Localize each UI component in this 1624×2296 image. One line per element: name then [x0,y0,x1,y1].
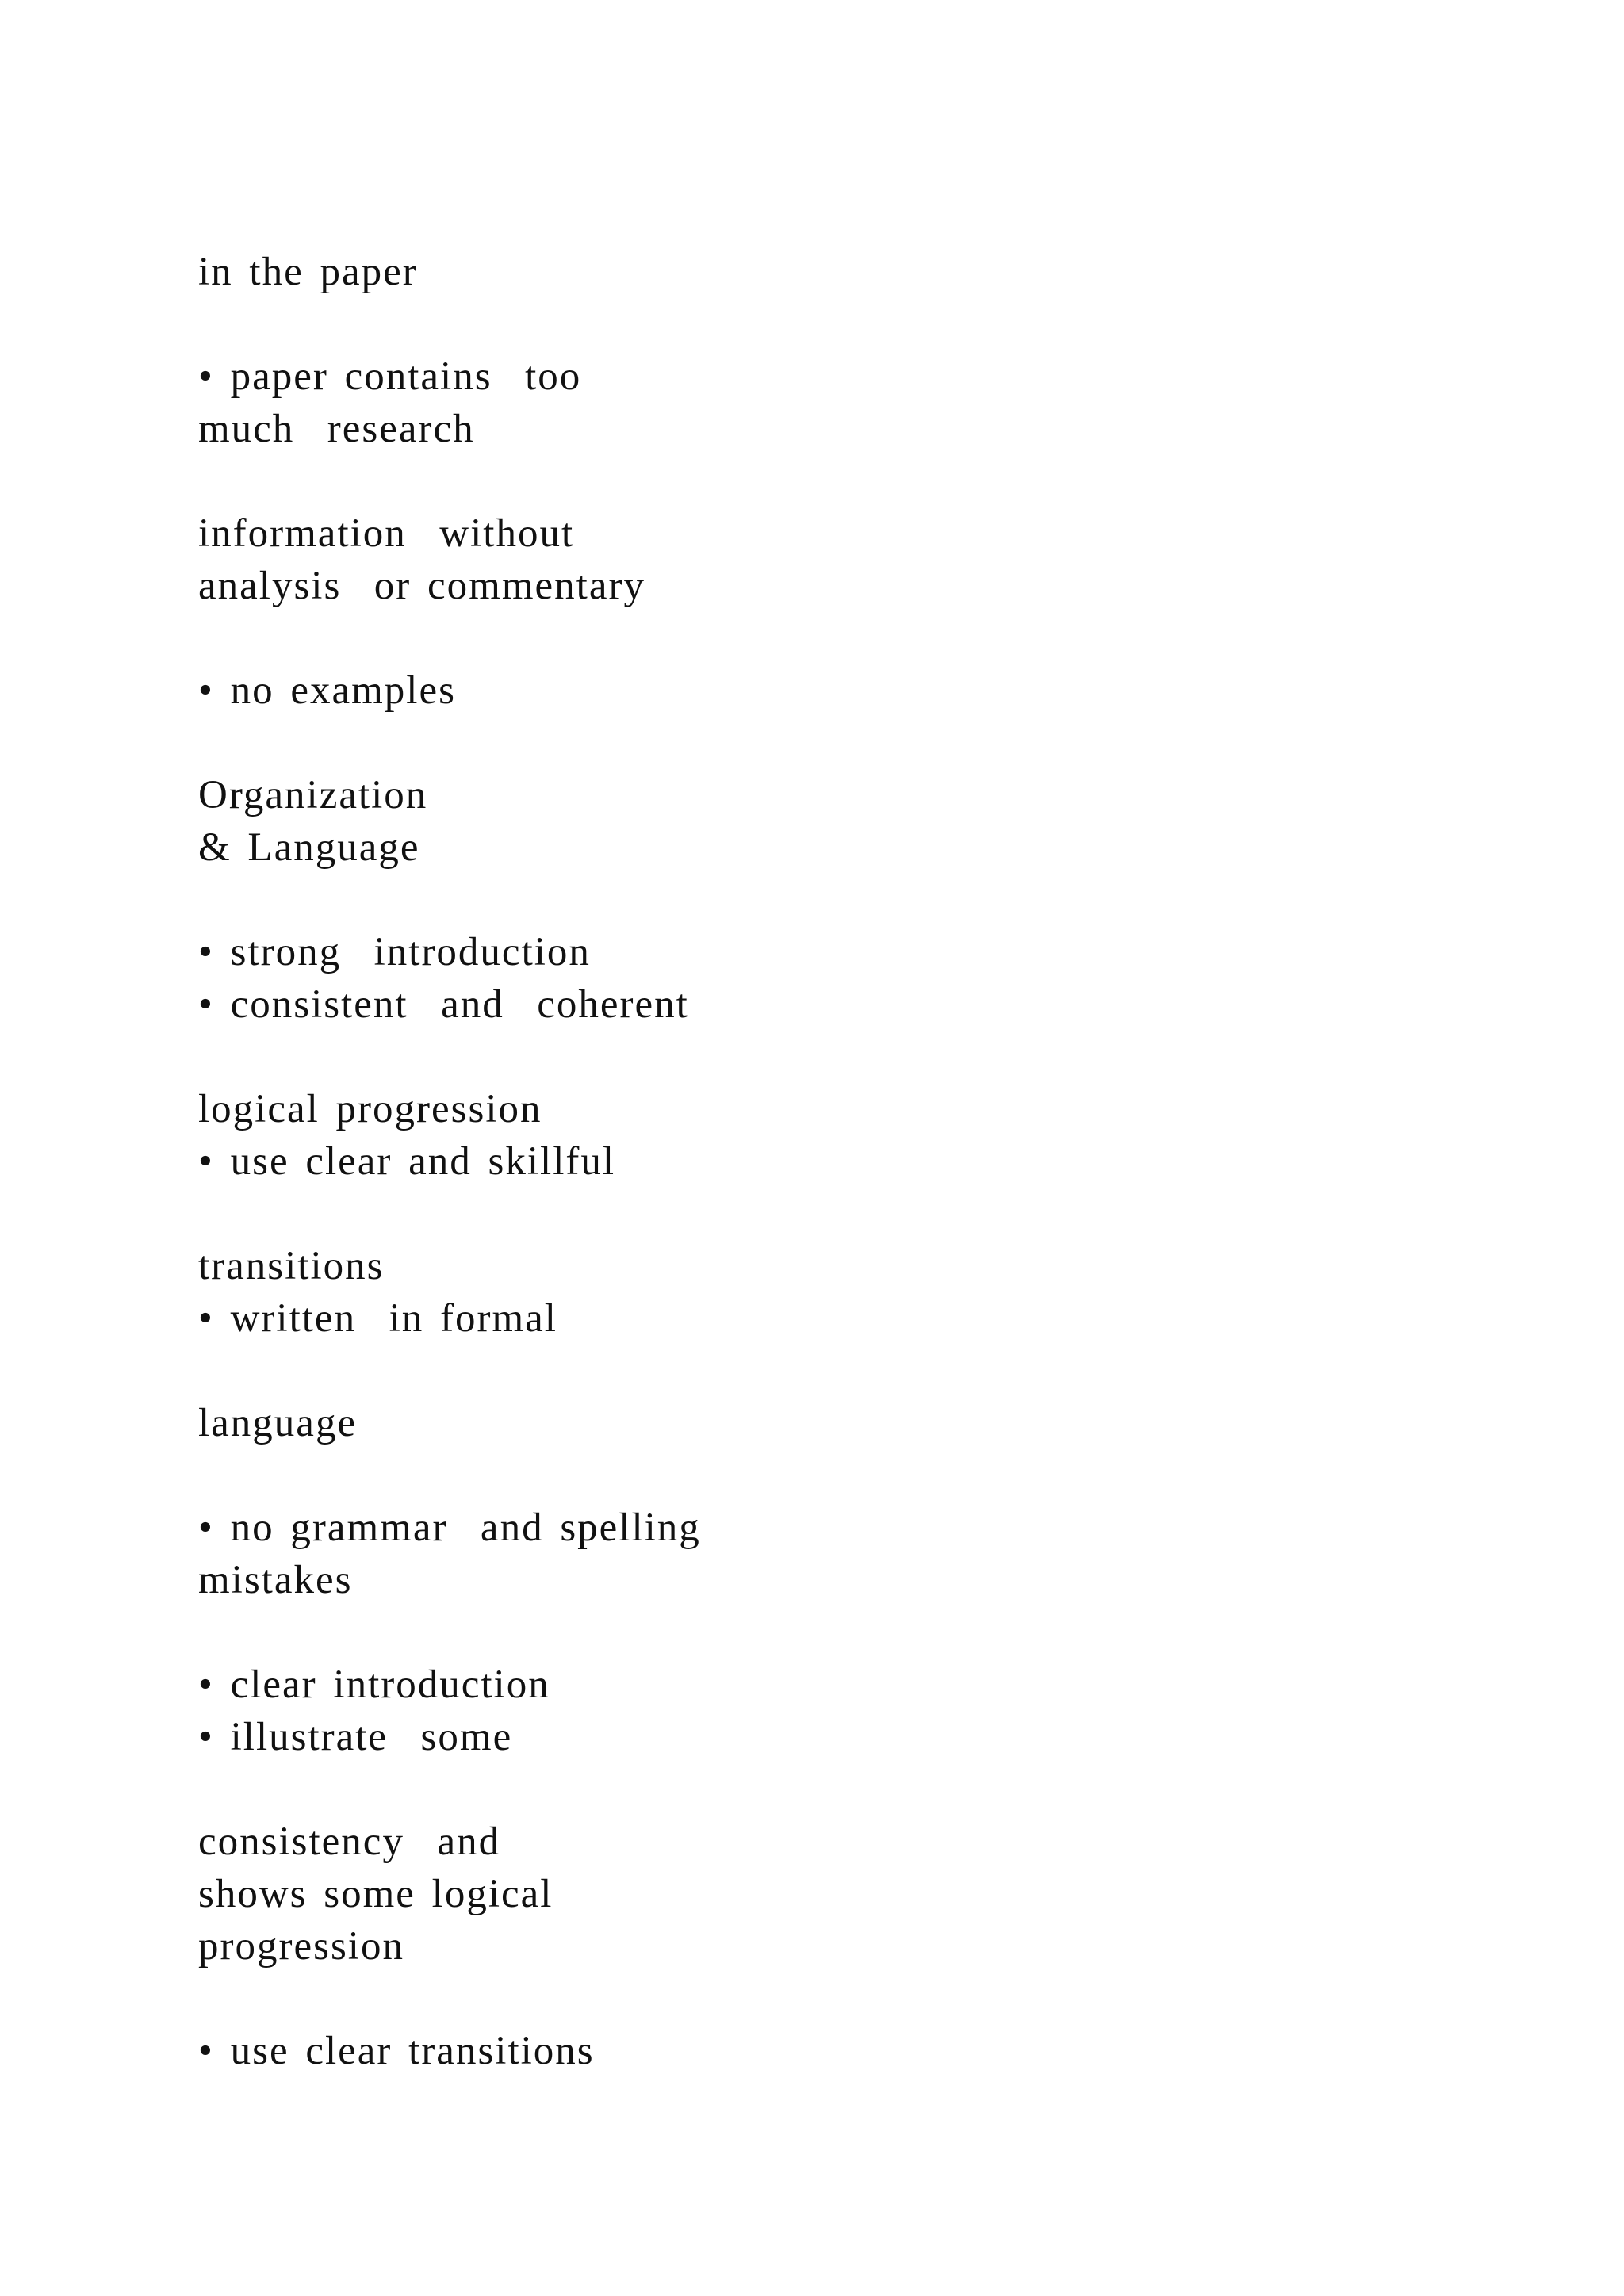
text-line: mistakes [198,1558,353,1602]
bullet-item: • written in formal [198,1296,557,1341]
text-line: consistency and [198,1820,501,1864]
text-line: information without [198,511,575,556]
text-line: in the paper [198,250,418,294]
bullet-item: • no examples [198,668,456,713]
bullet-item: • use clear transitions [198,2029,595,2073]
bullet-item: • paper contains too [198,354,582,399]
bullet-item: • strong introduction [198,930,591,974]
text-line: much research [198,407,475,451]
text-line: progression [198,1924,404,1969]
text-line: language [198,1401,358,1445]
section-heading: & Language [198,825,420,870]
bullet-item: • consistent and coherent [198,982,689,1027]
bullet-item: • use clear and skillful [198,1139,616,1184]
text-line: logical progression [198,1087,542,1131]
bullet-item: • no grammar and spelling [198,1506,701,1550]
bullet-item: • illustrate some [198,1715,513,1759]
text-line: transitions [198,1244,385,1288]
section-heading: Organization [198,773,428,817]
text-line: shows some logical [198,1872,553,1916]
bullet-item: • clear introduction [198,1663,550,1707]
text-line: analysis or commentary [198,564,645,608]
